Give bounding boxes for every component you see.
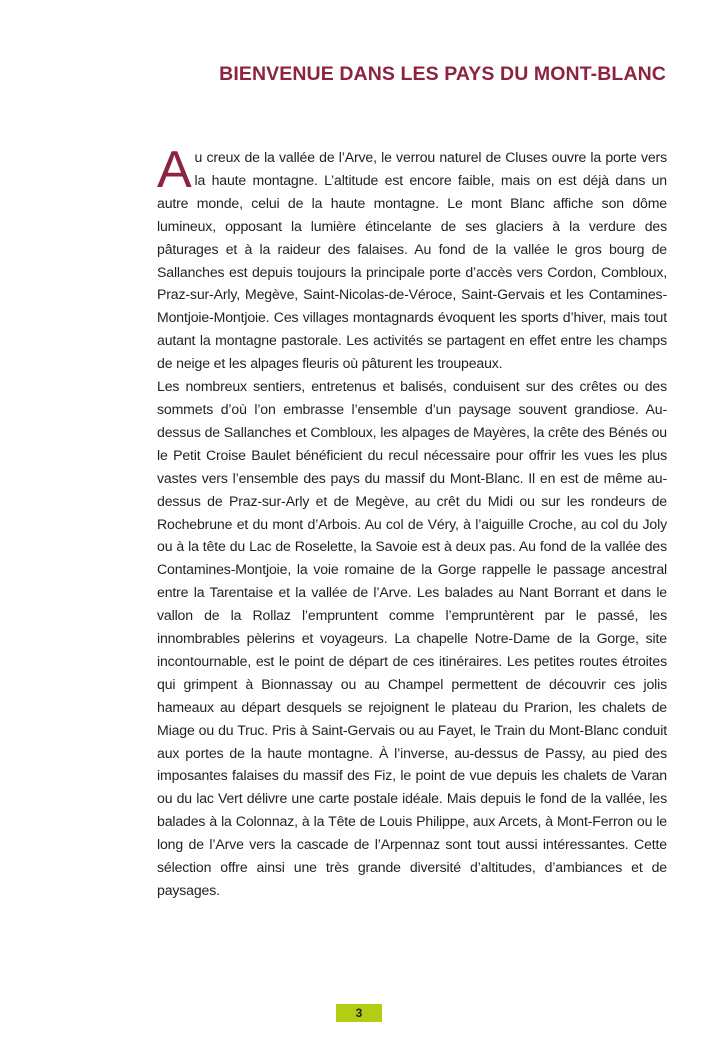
paragraph-2: Les nombreux sentiers, entretenus et balisés, conduisent sur des crêtes ou des sommets d’où l’on embrasse l’ensemble d’un paysage souvent grandiose. Au-dessus de Sallanches et Combloux, les alpages de Mayères, la crête des Bénés ou le Petit Croise Baulet bénéficient du recul nécessaire pour offrir les vues les plus vastes vers l’ensemble des pays du massif du Mont-Blanc. Il en est de même au-dessus de Praz-sur-Arly et de Megève, au crêt du Midi ou sur les rondeurs de Rochebrune et du mont d’Arbois. Au col de Véry, à l’aiguille Croche, au col du Joly ou à la tête du Lac de Roselette, la Savoie est à deux pas. Au fond de la vallée des Contamines-Montjoie, la voie romaine de la Gorge rappelle le passage ancestral entre la Tarentaise et la vallée de l’Arve. Les balades au Nant Borrant et dans le vallon de la Rollaz l’empruntent comme l’empruntèrent par le passé, les innombrables pèlerins et voyageurs. La chapelle Notre-Dame de la Gorge, site incontournable, est le point de départ de ces itinéraires. Les petites routes étroites qui grimpent à Bionnassay ou au Champel permettent de découvrir ces jolis hameaux au départ desquels se rejoignent le plateau du Prarion, les chalets de Miage ou du Truc. Pris à Saint-Gervais ou au Fayet, le Train du Mont-Blanc conduit aux portes de la haute montagne. À l’inverse, au-dessus de Passy, au pied des imposantes falaises du massif des Fiz, le point de vue depuis les chalets de Varan ou du lac Vert délivre une carte postale idéale. Mais depuis le fond de la vallée, les balades à la Colonnaz, à la Tête de Louis Philippe, aux Arcets, à Mont-Ferron ou le long de l’Arve vers la cascade de l’Arpennaz sont tout aussi intéressantes. Cette sélection offre ainsi une très grande diversité d’altitudes, d’ambiances et de paysages. bbox=[157, 378, 667, 898]
paragraph-1-text: u creux de la vallée de l’Arve, le verrou naturel de Cluses ouvre la porte vers la haute montagne. L’altitude est encore faible, mais on est déjà dans un autre monde, celui de la haute montagne. Le mont Blanc affiche son dôme lumineux, opposant la lumière étincelante de ses glaciers à la verdure des pâturages et à la raideur des falaises. Au fond de la vallée le gros bourg de Sallanches est depuis toujours la principale porte d’accès vers Cordon, Combloux, Praz-sur-Arly, Megève, Saint-Nicolas-de-Véroce, Saint-Gervais et les Contamines-Montjoie-Montjoie. Ces villages montagnards évoquent les sports d’hiver, mais tout autant la montagne pastorale. Les activités se partagent en effet entre les champs de neige et les alpages fleuris où pâturent les troupeaux. bbox=[157, 149, 667, 372]
drop-cap: A bbox=[157, 141, 192, 199]
page-number: 3 bbox=[355, 1006, 363, 1020]
paragraph-1 bbox=[157, 141, 667, 375]
body-text bbox=[157, 141, 667, 902]
page-title: BIENVENUE DANS LES PAYS DU MONT-BLANC bbox=[219, 63, 666, 86]
page-number-badge bbox=[336, 1004, 382, 1022]
